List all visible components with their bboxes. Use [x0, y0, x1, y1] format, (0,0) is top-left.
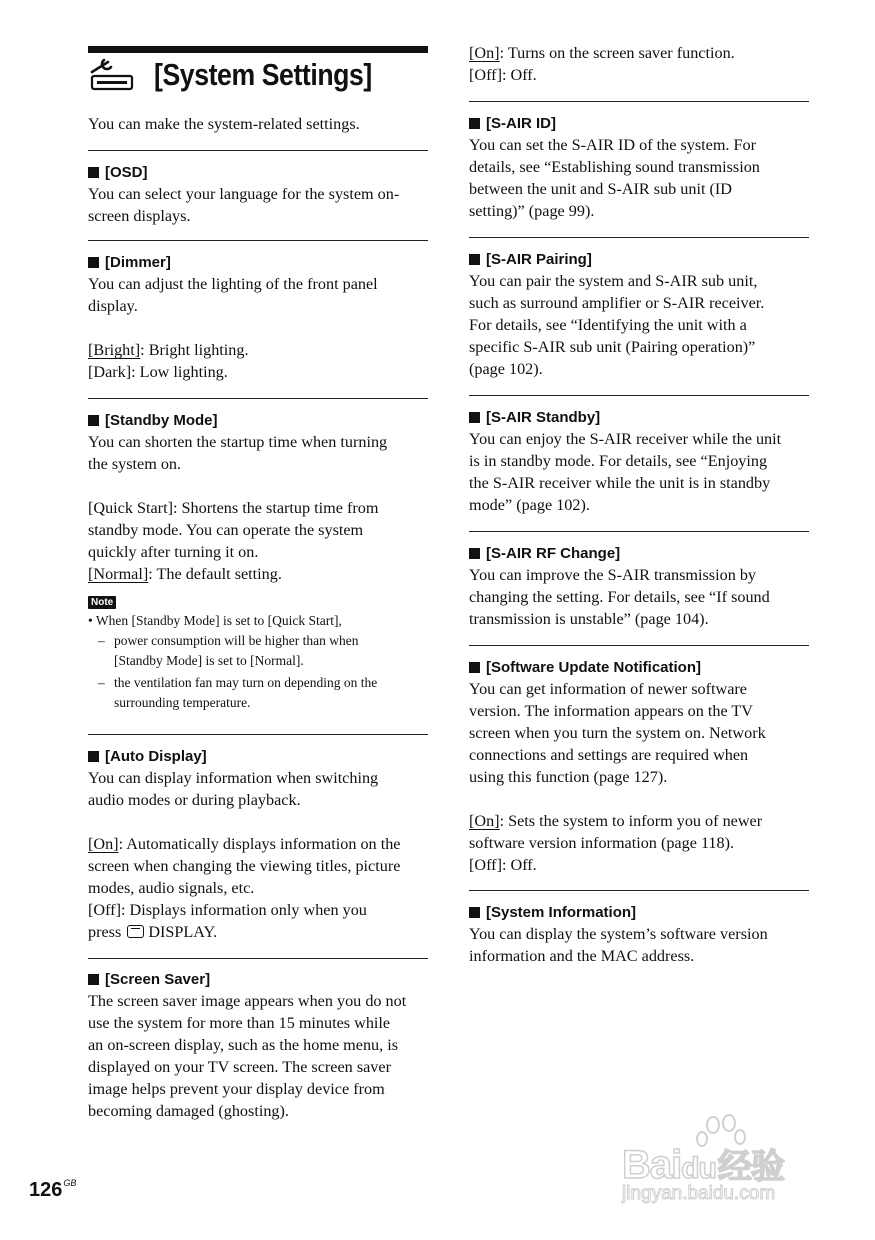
- body-line: You can display information when switching: [88, 769, 379, 787]
- body-line: You can adjust the lighting of the front panel: [88, 275, 378, 293]
- body-line: information and the MAC address.: [469, 947, 695, 965]
- intro-text: You can make the system-related settings.: [88, 115, 360, 133]
- body-line: such as surround amplifier or S-AIR receiver.: [469, 294, 765, 312]
- option-line: standby mode. You can operate the system: [88, 521, 364, 539]
- square-bullet-icon: [469, 254, 480, 265]
- section-osd: [88, 163, 428, 227]
- option-line: [88, 833, 428, 855]
- option-line: [Quick Start]: Shortens the startup time from: [88, 499, 379, 517]
- divider: [469, 531, 809, 532]
- body-line: You can display the system’s software version: [469, 925, 768, 943]
- body-line: the S-AIR receiver while the unit is in standby: [469, 474, 771, 492]
- section-sair-pairing: [469, 250, 809, 380]
- option-line: [88, 339, 428, 361]
- body-line: between the unit and S-AIR sub unit (ID: [469, 180, 732, 198]
- body-line: You can pair the system and S-AIR sub unit,: [469, 272, 758, 290]
- watermark-url: jingyan.baidu.com: [622, 1183, 776, 1204]
- body-line: is in standby mode. For details, see “Enjoying: [469, 452, 768, 470]
- display-button-icon: [127, 925, 144, 938]
- divider: [88, 398, 428, 399]
- note-dash-item: [88, 673, 428, 693]
- default-option: [On]: [88, 835, 119, 853]
- body-line: screen displays.: [88, 207, 191, 225]
- body-line: transmission is unstable” (page 104).: [469, 610, 709, 628]
- option-line: [Off]: Off.: [469, 66, 537, 84]
- divider: [88, 734, 428, 735]
- section-heading: [Dimmer]: [105, 254, 171, 271]
- divider: [469, 645, 809, 646]
- section-sair-standby: [469, 408, 809, 516]
- option-line: quickly after turning it on.: [88, 543, 259, 561]
- note-bullet: • When [Standby Mode] is set to [Quick Start],: [88, 613, 342, 628]
- page-title: [System Settings]: [154, 57, 372, 92]
- option-line: screen when changing the viewing titles, picture: [88, 857, 401, 875]
- section-screen-saver: [88, 970, 428, 1122]
- body-line: an on-screen display, such as the home menu, is: [88, 1036, 399, 1054]
- option-text: : The default setting.: [148, 565, 282, 583]
- square-bullet-icon: [469, 118, 480, 129]
- square-bullet-icon: [469, 907, 480, 918]
- page-number-suffix: GB: [63, 1178, 77, 1188]
- screen-saver-options: [469, 42, 809, 86]
- note-badge: Note: [88, 596, 116, 609]
- square-bullet-icon: [88, 257, 99, 268]
- note-dash-item: [88, 631, 428, 651]
- body-line: image helps prevent your display device from: [88, 1080, 385, 1098]
- divider: [88, 150, 428, 151]
- option-text: press: [88, 923, 122, 941]
- body-line: display.: [88, 297, 138, 315]
- watermark-cn: 经验: [717, 1148, 784, 1186]
- body-line: screen when you turn the system on. Network: [469, 724, 766, 742]
- body-line: audio modes or during playback.: [88, 791, 301, 809]
- option-text: : Automatically displays information on the: [118, 835, 401, 853]
- body-line: You can get information of newer software: [469, 680, 747, 698]
- body-line: becoming damaged (ghosting).: [88, 1102, 289, 1120]
- body-line: connections and settings are required when: [469, 746, 749, 764]
- section-standby-mode: [88, 411, 428, 713]
- dash-mark: –: [98, 675, 105, 690]
- section-heading: [Screen Saver]: [105, 971, 211, 988]
- body-line: use the system for more than 15 minutes while: [88, 1014, 391, 1032]
- square-bullet-icon: [469, 412, 480, 423]
- body-line: using this function (page 127).: [469, 768, 668, 786]
- section-software-update: [469, 658, 809, 876]
- default-option: [Bright]: [88, 341, 141, 359]
- body-line: You can improve the S-AIR transmission by: [469, 566, 757, 584]
- section-heading: [S-AIR ID]: [486, 115, 556, 132]
- section-system-information: [469, 903, 809, 967]
- divider: [469, 101, 809, 102]
- section-dimmer: [88, 253, 428, 383]
- option-text: : Sets the system to inform you of newer: [499, 812, 763, 830]
- default-option: [Normal]: [88, 565, 149, 583]
- body-line: details, see “Establishing sound transmission: [469, 158, 760, 176]
- baidu-watermark: [618, 1113, 828, 1213]
- section-sair-rf-change: [469, 544, 809, 630]
- page-number-value: 126: [29, 1179, 63, 1201]
- body-line: (page 102).: [469, 360, 543, 378]
- body-line: version. The information appears on the TV: [469, 702, 753, 720]
- body-line: The screen saver image appears when you do not: [88, 992, 407, 1010]
- section-heading: [Software Update Notification]: [486, 659, 702, 676]
- option-line: [Dark]: Low lighting.: [88, 363, 228, 381]
- section-heading: [S-AIR Pairing]: [486, 251, 592, 268]
- title-block: [88, 56, 428, 96]
- option-line: modes, audio signals, etc.: [88, 879, 255, 897]
- note-text: [Standby Mode] is set to [Normal].: [114, 653, 304, 668]
- divider: [469, 395, 809, 396]
- body-line: the system on.: [88, 455, 182, 473]
- square-bullet-icon: [469, 662, 480, 673]
- option-text: DISPLAY.: [148, 923, 218, 941]
- square-bullet-icon: [88, 167, 99, 178]
- square-bullet-icon: [88, 974, 99, 985]
- section-heading: [S-AIR RF Change]: [486, 545, 621, 562]
- note-text: power consumption will be higher than when: [114, 633, 359, 648]
- option-line: [469, 42, 809, 64]
- default-option: [On]: [469, 812, 500, 830]
- body-line: You can shorten the startup time when turning: [88, 433, 388, 451]
- page-number: [29, 1178, 76, 1202]
- section-heading: [S-AIR Standby]: [486, 409, 601, 426]
- body-line: You can set the S-AIR ID of the system. For: [469, 136, 757, 154]
- watermark-brand-bai: Bai: [622, 1143, 682, 1187]
- note-text: the ventilation fan may turn on depending on the: [114, 675, 378, 690]
- square-bullet-icon: [469, 548, 480, 559]
- divider: [469, 890, 809, 891]
- note-text: surrounding temperature.: [114, 695, 251, 710]
- option-line: [88, 563, 428, 585]
- section-sair-id: [469, 114, 809, 222]
- body-line: You can enjoy the S-AIR receiver while the unit: [469, 430, 782, 448]
- body-line: You can select your language for the system on-: [88, 185, 400, 203]
- body-line: For details, see “Identifying the unit with a: [469, 316, 747, 334]
- option-line: software version information (page 118).: [469, 834, 735, 852]
- wrench-tool-icon: [88, 58, 136, 92]
- watermark-brand: [622, 1139, 784, 1188]
- divider: [88, 958, 428, 959]
- option-line: [Off]: Off.: [469, 856, 537, 874]
- option-text: : Turns on the screen saver function.: [499, 44, 735, 62]
- watermark-brand-du: du: [681, 1152, 716, 1185]
- divider: [469, 237, 809, 238]
- body-line: mode” (page 102).: [469, 496, 590, 514]
- option-line: [469, 810, 809, 832]
- dash-mark: –: [98, 633, 105, 648]
- section-heading: [OSD]: [105, 164, 148, 181]
- square-bullet-icon: [88, 751, 99, 762]
- option-text: : Bright lighting.: [140, 341, 249, 359]
- section-heading: [Standby Mode]: [105, 412, 218, 429]
- option-line: [88, 921, 428, 943]
- title-bar: [88, 46, 428, 53]
- body-line: setting)” (page 99).: [469, 202, 595, 220]
- divider: [88, 240, 428, 241]
- section-heading: [System Information]: [486, 904, 637, 921]
- body-line: specific S-AIR sub unit (Pairing operation)”: [469, 338, 756, 356]
- section-heading: [Auto Display]: [105, 748, 207, 765]
- body-line: displayed on your TV screen. The screen saver: [88, 1058, 391, 1076]
- option-line: [Off]: Displays information only when you: [88, 901, 367, 919]
- default-option: [On]: [469, 44, 500, 62]
- square-bullet-icon: [88, 415, 99, 426]
- section-auto-display: [88, 747, 428, 943]
- body-line: changing the setting. For details, see “If sound: [469, 588, 770, 606]
